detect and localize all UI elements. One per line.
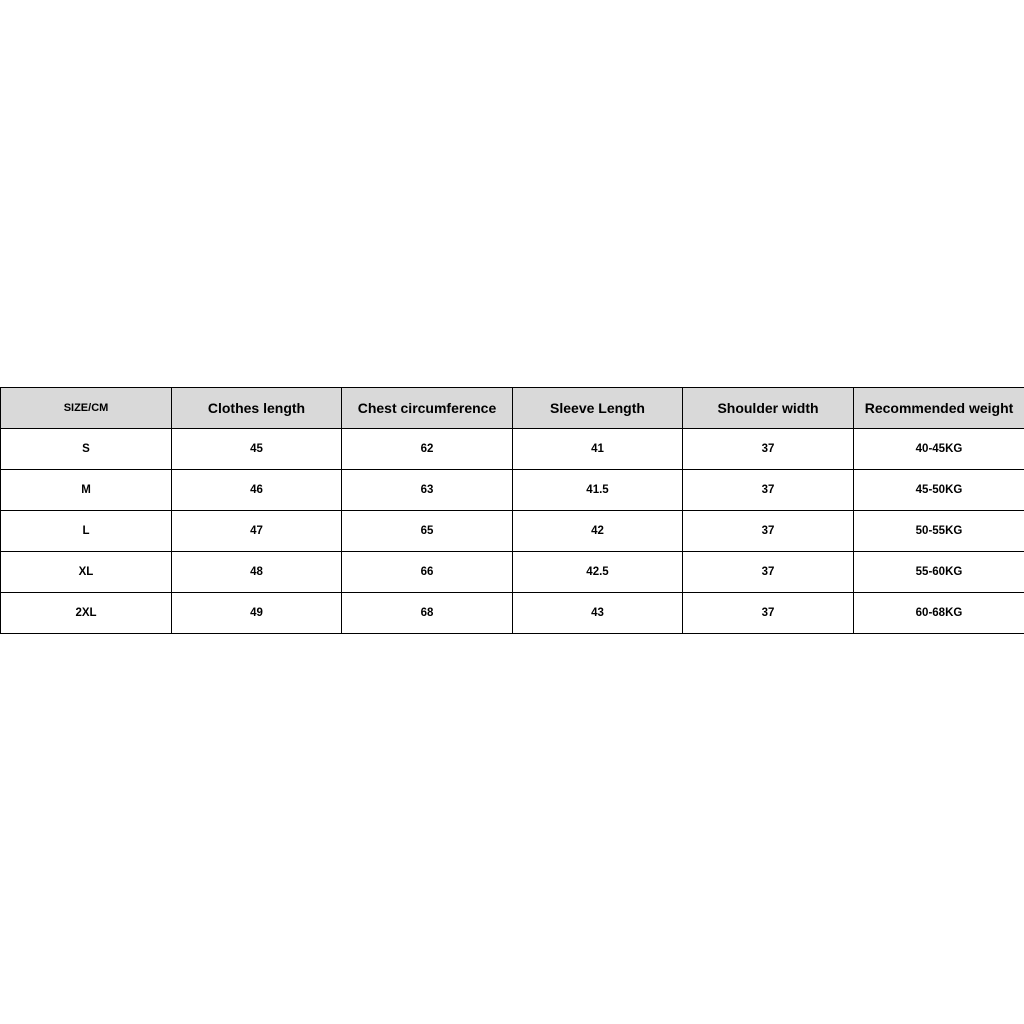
table-row: [1, 429, 1024, 470]
cell-recommended-weight: 60-68KG: [854, 593, 1024, 634]
cell-chest-circumference: 66: [342, 552, 513, 593]
cell-recommended-weight: 40-45KG: [854, 429, 1024, 470]
cell-clothes-length: 48: [172, 552, 342, 593]
table-row: [1, 511, 1024, 552]
table-row: [1, 552, 1024, 593]
cell-chest-circumference: 62: [342, 429, 513, 470]
header-recommended-weight: Recommended weight: [854, 388, 1024, 429]
header-clothes-length: Clothes length: [172, 388, 342, 429]
cell-sleeve-length: 42: [513, 511, 683, 552]
cell-recommended-weight: 45-50KG: [854, 470, 1024, 511]
cell-chest-circumference: 68: [342, 593, 513, 634]
cell-size: 2XL: [1, 593, 172, 634]
cell-recommended-weight: 55-60KG: [854, 552, 1024, 593]
cell-chest-circumference: 63: [342, 470, 513, 511]
cell-sleeve-length: 41.5: [513, 470, 683, 511]
size-chart-table: [0, 387, 1024, 634]
cell-chest-circumference: 65: [342, 511, 513, 552]
cell-clothes-length: 49: [172, 593, 342, 634]
header-sleeve-length: Sleeve Length: [513, 388, 683, 429]
header-chest-circumference: Chest circumference: [342, 388, 513, 429]
header-shoulder-width: Shoulder width: [683, 388, 854, 429]
cell-clothes-length: 45: [172, 429, 342, 470]
cell-sleeve-length: 43: [513, 593, 683, 634]
cell-size: XL: [1, 552, 172, 593]
cell-clothes-length: 47: [172, 511, 342, 552]
cell-size: L: [1, 511, 172, 552]
table-header-row: [1, 388, 1024, 429]
cell-shoulder-width: 37: [683, 470, 854, 511]
cell-shoulder-width: 37: [683, 552, 854, 593]
cell-size: S: [1, 429, 172, 470]
cell-clothes-length: 46: [172, 470, 342, 511]
cell-size: M: [1, 470, 172, 511]
cell-sleeve-length: 42.5: [513, 552, 683, 593]
cell-shoulder-width: 37: [683, 593, 854, 634]
header-size: SIZE/CM: [1, 388, 172, 429]
cell-shoulder-width: 37: [683, 429, 854, 470]
table-row: [1, 593, 1024, 634]
cell-sleeve-length: 41: [513, 429, 683, 470]
table-row: [1, 470, 1024, 511]
cell-shoulder-width: 37: [683, 511, 854, 552]
cell-recommended-weight: 50-55KG: [854, 511, 1024, 552]
